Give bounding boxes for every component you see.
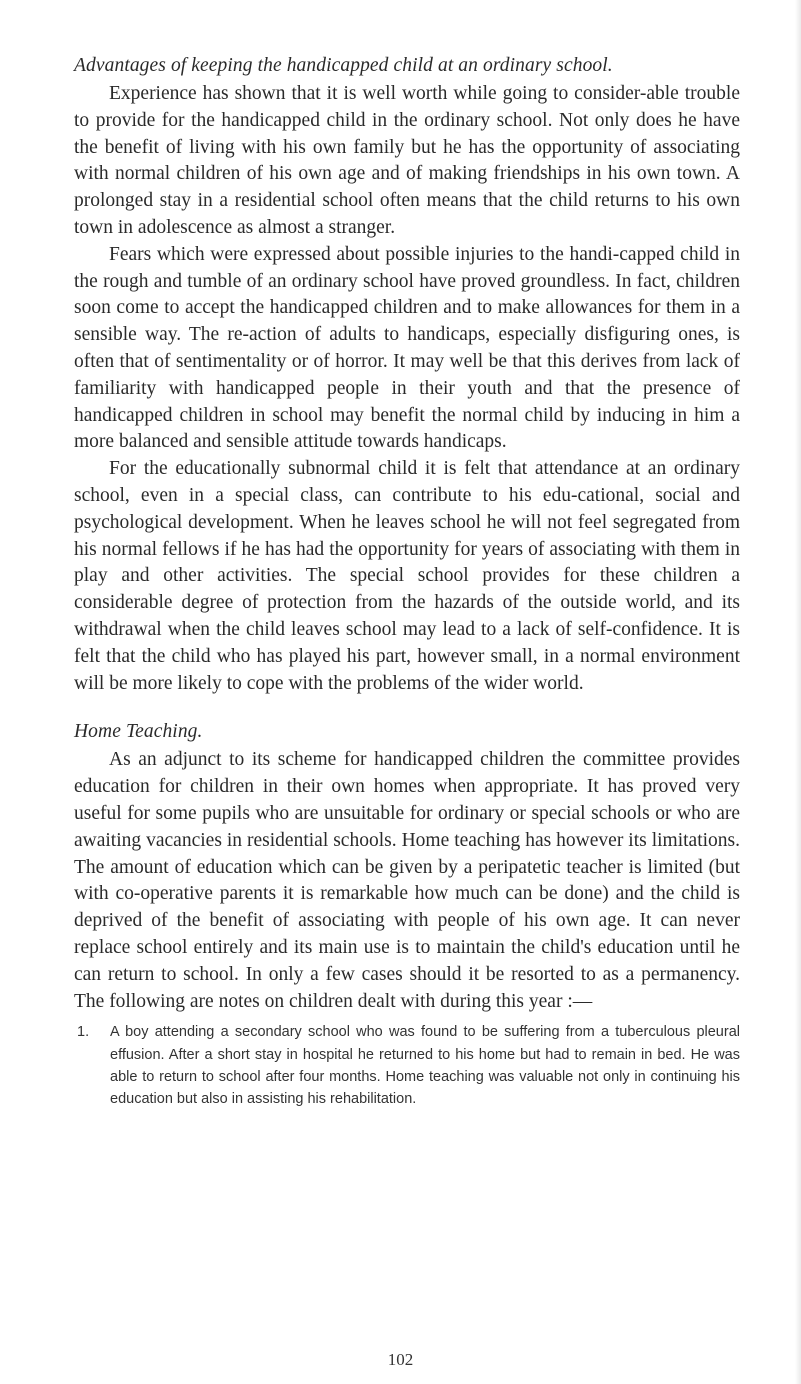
notes-list — [74, 1021, 740, 1110]
page-number: 102 — [387, 1350, 414, 1369]
note-text: A boy attending a secondary school who was found to be suffering from a tuberculous pleural effusion. After a short stay in hospital he returned to his home but had to remain in bed. He was able to return to school after four months. Home teaching was valuable not only in continuing his education but also in assisting his rehabilitation. — [110, 1024, 740, 1107]
section-heading-home-teaching: Home Teaching. — [74, 721, 203, 743]
paragraph-fears: Fears which were expressed about possible injuries to the handi-capped child in the rough and tumble of an ordinary school have proved groundless. In fact, children soon come to accept the handicapped children and to make allowances for them in a sensible way. The re-action of adults to handicaps, especially disfiguring ones, is often that of sentimentality or of horror. It may well be that this derives from lack of familiarity with handicapped people in their youth and that the presence of handicapped children in school may benefit the normal child by inducing in him a more balanced and sensible attitude towards handicaps. — [74, 243, 740, 453]
page-edge-shadow — [795, 0, 801, 1384]
paragraph-home-teaching: As an adjunct to its scheme for handicapped children the committee provides education for children in their own homes when appropriate. It has proved very useful for some pupils who are unsuitable for ordinary or special schools or who are awaiting vacancies in residential schools. Home teaching has however its limitations. The amount of education which can be given by a peripatetic teacher is limited (but with co-operative parents it is remarkable how much can be done) and the child is deprived of the benefit of associating with people of his own age. It can never replace school entirely and its main use is to maintain the child's education until he can return to school. In only a few cases should it be resorted to as a permanency. The following are notes on children dealt with during this year :— — [74, 749, 740, 1012]
note-number: 1. — [77, 1024, 90, 1041]
section-heading-advantages: Advantages of keeping the handicapped child at an ordinary school. — [74, 55, 613, 76]
paragraph-educationally-subnormal: For the educationally subnormal child it is felt that attendance at an ordinary school, even in a special class, can contribute to his edu-cational, social and psychological development. When he leaves school he will not feel segregated from his normal fellows if he has had the opportunity for years of associating with them in play and other activities. The special school provides for these children a considerable degree of protection from the hazards of the outside world, and its withdrawal when the child leaves school may lead to a lack of self-confidence. It is felt that the child who has played his part, however small, in a normal environment will be more likely to cope with the problems of the wider world. — [74, 458, 740, 694]
page-content — [74, 52, 740, 1110]
paragraph-experience: Experience has shown that it is well worth while going to consider-able trouble to provide for the handicapped child in the ordinary school. Not only does he have the benefit of living with his own family but he has the opportunity of associating with normal children of his own age and of making friendships in his own town. A prolonged stay in a residential school often means that the child returns to his own town in adolescence as almost a stranger. — [74, 83, 740, 238]
list-item — [74, 1021, 740, 1110]
